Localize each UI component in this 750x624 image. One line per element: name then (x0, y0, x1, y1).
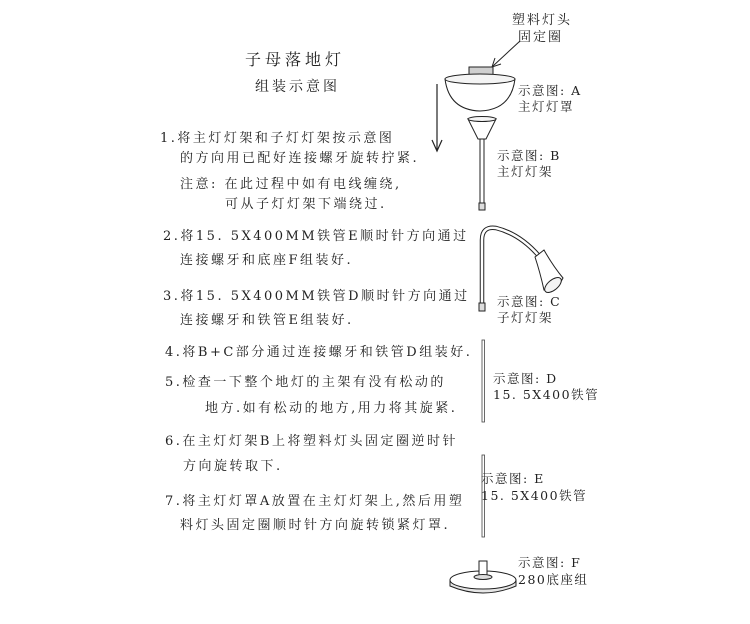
step-2-line-2: 连接螺牙和底座F组装好. (180, 253, 354, 268)
step-1-line-1: 1.将主灯灯架和子灯灯架按示意图 (160, 131, 395, 146)
shade-rim (445, 74, 515, 84)
figure-b-name: 主灯灯架 (497, 164, 554, 179)
step-5-line-2: 地方.如有松动的地方,用力将其旋紧. (205, 401, 458, 416)
frame-joint (479, 203, 485, 210)
callout-line-1: 塑料灯头 (512, 13, 573, 28)
note-line-1: 注意: 在此过程中如有电线缠绕, (180, 177, 402, 192)
page-subtitle: 组装示意图 (255, 79, 340, 95)
step-7-line-2: 料灯头固定圈顺时针方向旋转锁紧灯罩. (180, 518, 451, 533)
figure-f-name: 280底座组 (518, 572, 589, 587)
step-3-line-2: 连接螺牙和铁管E组装好. (180, 313, 354, 328)
figure-c-label: 示意图: C (497, 294, 562, 309)
step-7-line-1: 7.将主灯灯罩A放置在主灯灯架上,然后用塑 (165, 494, 465, 509)
figure-c-name: 子灯灯架 (497, 310, 554, 325)
figure-b-main-frame (468, 117, 496, 211)
figure-a-name: 主灯灯罩 (518, 99, 575, 114)
figure-d-name: 15. 5X400铁管 (493, 387, 600, 402)
base-stem-collar (474, 575, 492, 580)
figure-d-label: 示意图: D (493, 371, 558, 386)
step-5-line-1: 5.检查一下整个地灯的主架有没有松动的 (165, 375, 446, 390)
note-line-2: 可从子灯灯架下端绕过. (225, 197, 387, 212)
frame-pole (480, 139, 484, 205)
figure-e-label: 示意图: E (481, 471, 545, 486)
flow-down-arrow (432, 84, 442, 151)
step-1-line-2: 的方向用已配好连接螺牙旋转拧紧. (180, 151, 420, 166)
step-3-line-1: 3.将15. 5X400MM铁管D顺时针方向通过 (163, 289, 470, 304)
page-title: 子母落地灯 (245, 50, 346, 69)
figure-e-name: 15. 5X400铁管 (481, 488, 588, 503)
step-2-line-1: 2.将15. 5X400MM铁管E顺时针方向通过 (163, 229, 469, 244)
callout-arrow (492, 41, 520, 67)
step-4-line-1: 4.将B+C部分通过连接螺牙和铁管D组装好. (165, 345, 473, 360)
figure-a-label: 示意图: A (518, 83, 582, 98)
sub-frame-joint (479, 303, 485, 311)
callout-line-2: 固定圈 (518, 30, 564, 45)
figure-f-label: 示意图: F (518, 555, 582, 570)
step-6-line-1: 6.在主灯灯架B上将塑料灯头固定圈逆时针 (165, 434, 458, 449)
figure-b-label: 示意图: B (497, 148, 561, 163)
step-6-line-2: 方向旋转取下. (183, 459, 283, 474)
figure-a-main-shade (445, 67, 515, 111)
figure-d-pipe (482, 340, 485, 422)
figure-f-base (450, 561, 516, 593)
